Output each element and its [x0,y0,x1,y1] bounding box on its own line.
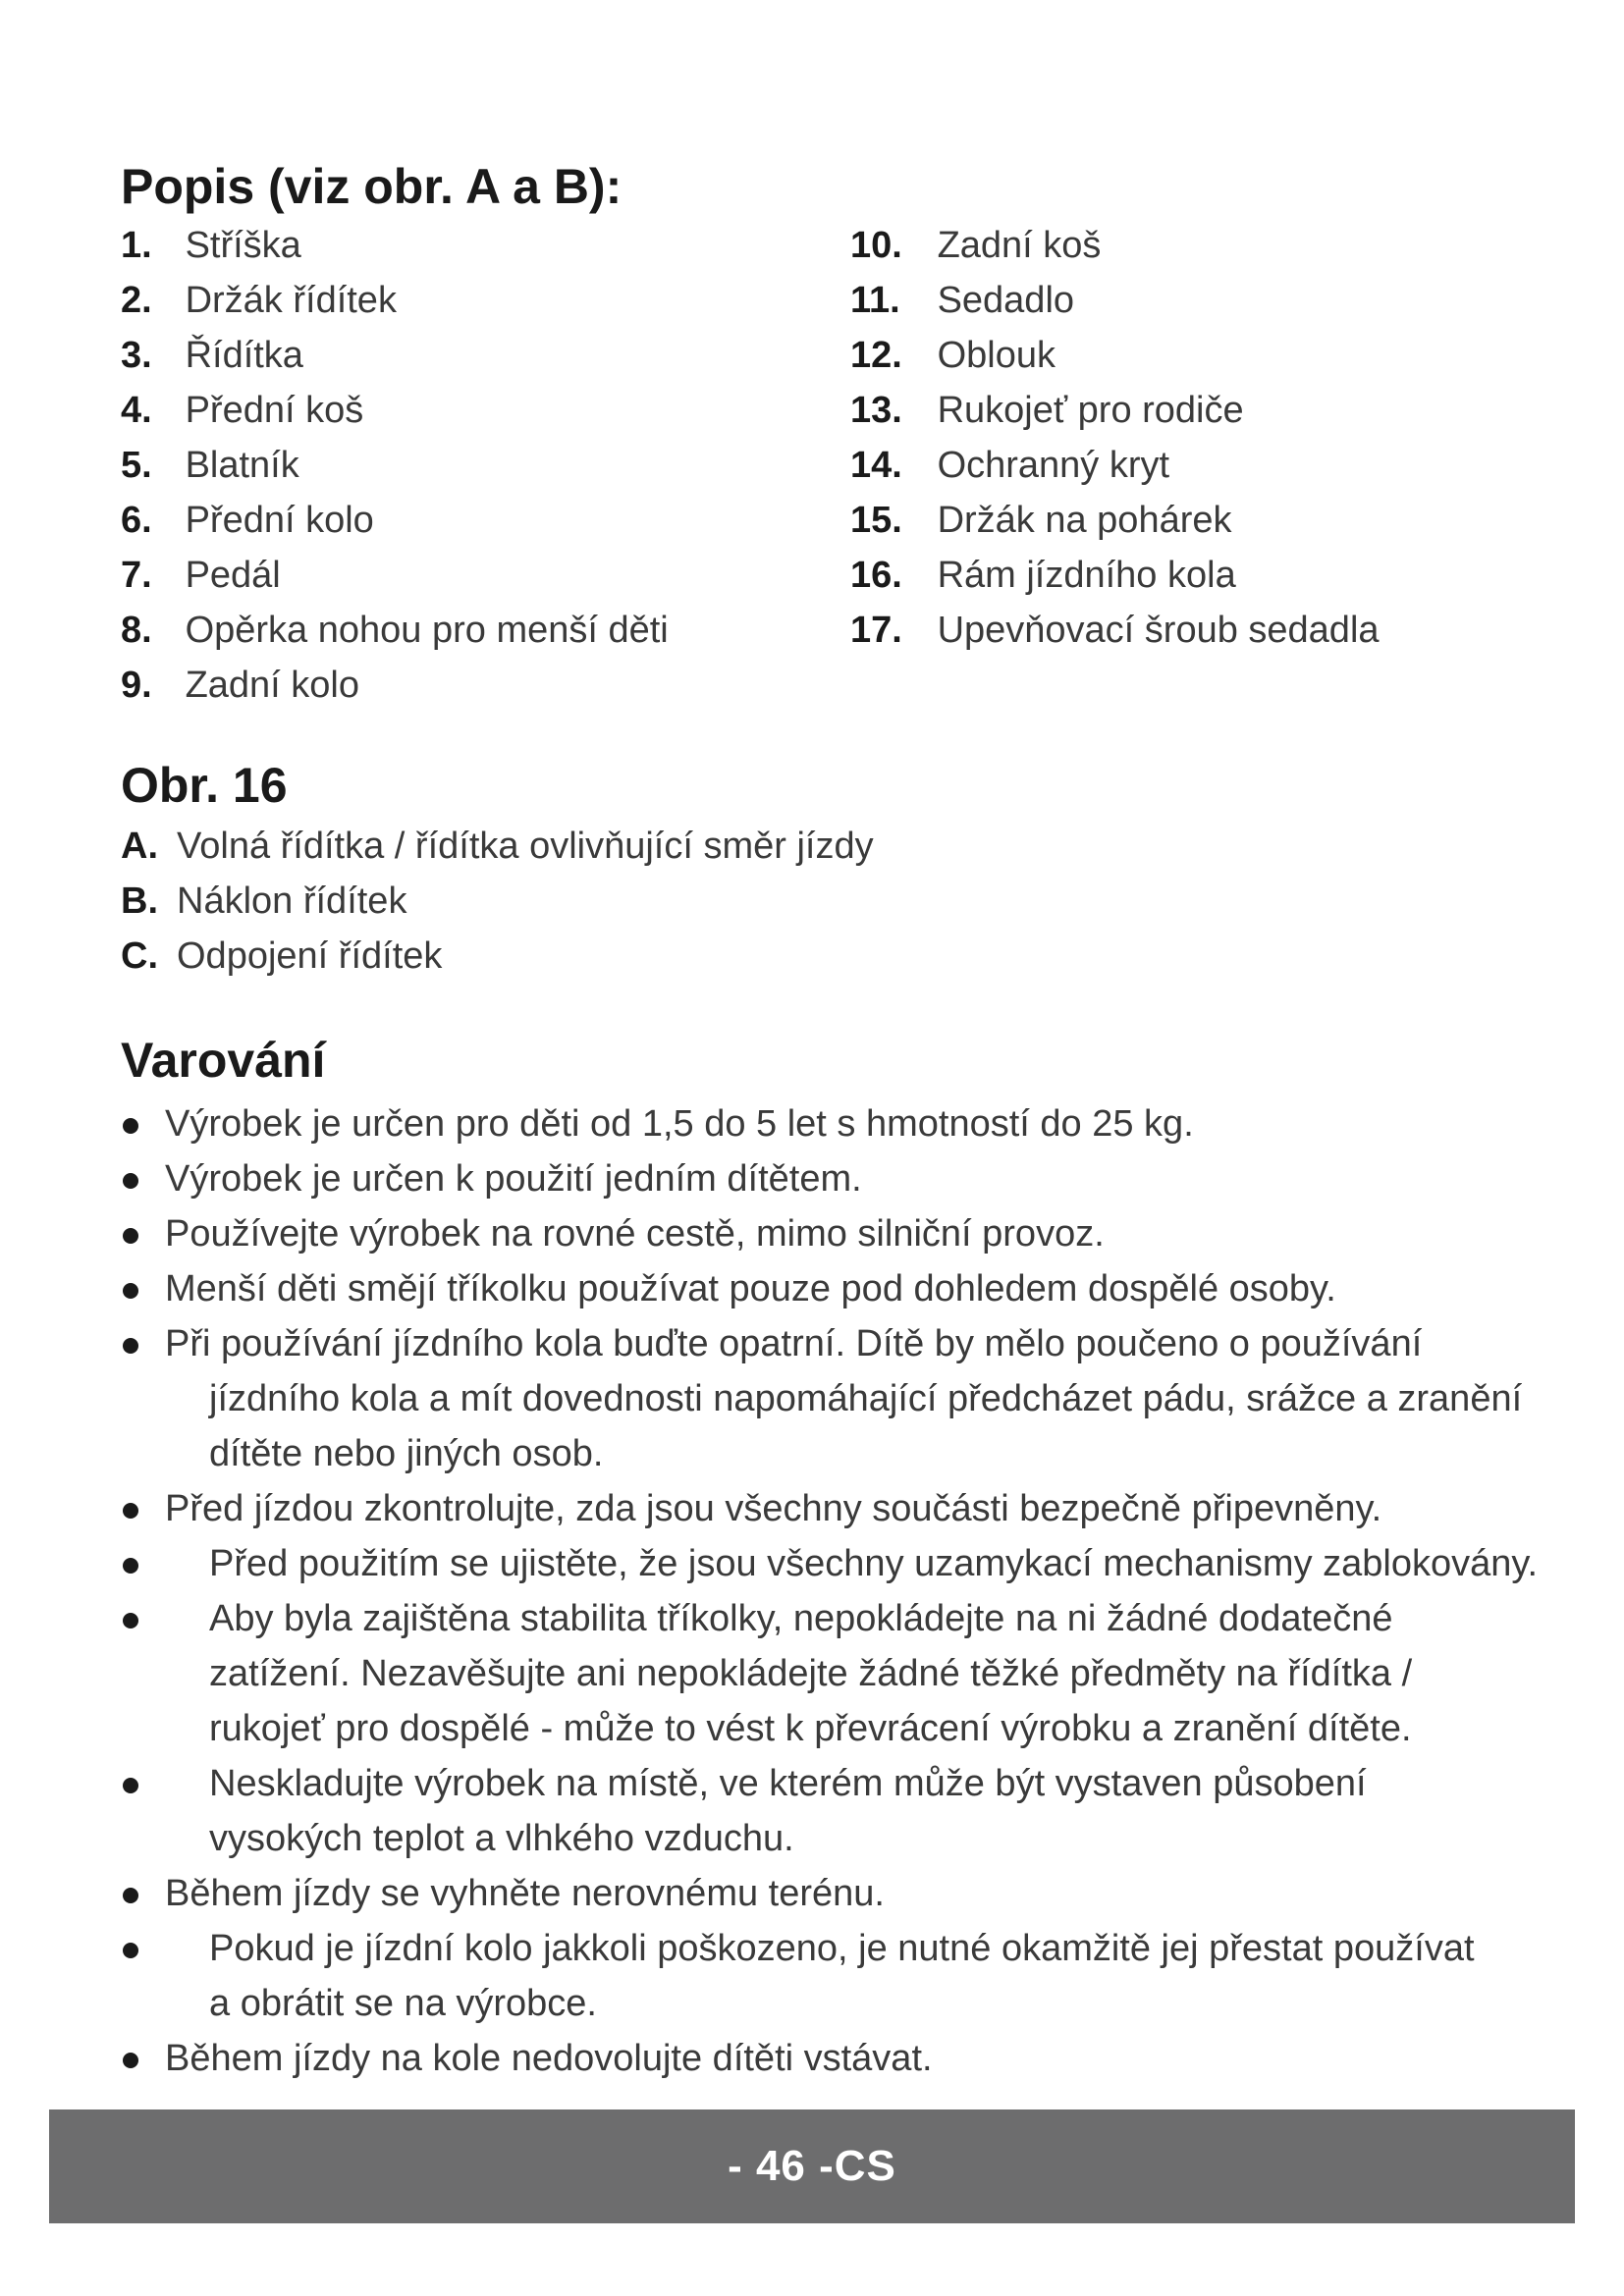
list-item: 10. Zadní koš [850,225,1102,266]
list-item: Neskladujte výrobek na místě, ve kterém může být vystaven působení vysokých teplot a vlhkého vzduchu. [121,1756,1564,1866]
bullet-icon [123,1228,138,1244]
list-item: 17. Upevňovací šroub sedadla [850,610,1380,651]
bullet-icon [123,1613,138,1629]
list-item: Výrobek je určen k použití jedním dítětem. [121,1151,1564,1206]
list-item: 4. Přední koš [121,390,364,431]
list-item: 8. Opěrka nohou pro menší děti [121,610,669,651]
bullet-icon [123,1503,138,1519]
list-item: 13. Rukojeť pro rodiče [850,390,1244,431]
parts-list-left [121,218,669,713]
page-footer [49,2109,1575,2223]
list-item: 2. Držák řídítek [121,280,397,321]
list-item: 5. Blatník [121,445,299,486]
warnings-list [121,1096,1564,2086]
bullet-icon [123,1943,138,1958]
list-item: Používejte výrobek na rovné cestě, mimo silniční provoz. [121,1206,1564,1261]
bullet-icon [123,1888,138,1903]
bullet-icon [123,2053,138,2068]
list-item: Pokud je jízdní kolo jakkoli poškozeno, je nutné okamžitě jej přestat používat a obrátit se na výrobce. [121,1921,1564,2031]
bullet-icon [123,1558,138,1574]
list-item: 15. Držák na pohárek [850,500,1232,541]
list-item: Během jízdy na kole nedovolujte dítěti vstávat. [121,2031,1564,2086]
list-item: 1. Stříška [121,225,301,266]
list-item: Během jízdy se vyhněte nerovnému terénu. [121,1866,1564,1921]
list-item: Před jízdou zkontrolujte, zda jsou všechny součásti bezpečně připevněny. [121,1481,1564,1536]
list-item: 7. Pedál [121,555,281,596]
bullet-icon [123,1778,138,1793]
list-item: 14. Ochranný kryt [850,445,1170,486]
bullet-icon [123,1118,138,1134]
list-item: Před použitím se ujistěte, že jsou všechny uzamykací mechanismy zablokovány. [121,1536,1564,1591]
list-item: Aby byla zajištěna stabilita tříkolky, nepokládejte na ni žádné dodatečné zatížení. Nezavěšujte ani nepokládejte žádné těžké předměty na řídítka / rukojeť pro dospělé - může to vést k převrácení výrobku a zranění dítěte. [121,1591,1564,1756]
list-item: 16. Rám jízdního kola [850,555,1236,596]
list-item: A. Volná řídítka / řídítka ovlivňující směr jízdy [121,826,874,867]
list-item: Výrobek je určen pro děti od 1,5 do 5 let s hmotností do 25 kg. [121,1096,1564,1151]
list-item: 9. Zadní kolo [121,665,360,706]
parts-list-right [850,218,1380,658]
figure16-list [121,819,874,984]
list-item: C. Odpojení řídítek [121,935,443,977]
bullet-icon [123,1173,138,1189]
list-item: 6. Přední kolo [121,500,374,541]
list-item: Menší děti smějí tříkolku používat pouze pod dohledem dospělé osoby. [121,1261,1564,1316]
page-number: - 46 -CS [728,2142,896,2190]
figure16-title: Obr. 16 [121,758,288,813]
warnings-title: Varování [121,1033,326,1088]
list-item: B. Náklon řídítek [121,881,407,922]
bullet-icon [123,1338,138,1354]
list-item: Při používání jízdního kola buďte opatrní. Dítě by mělo poučeno o používání jízdního kola a mít dovednosti napomáhající předcházet pádu, srážce a zranění dítěte nebo jiných osob. [121,1316,1564,1481]
bullet-icon [123,1283,138,1299]
list-item: 11. Sedadlo [850,280,1075,321]
description-title: Popis (viz obr. A a B): [121,159,623,214]
list-item: 12. Oblouk [850,335,1056,376]
list-item: 3. Řídítka [121,335,303,376]
